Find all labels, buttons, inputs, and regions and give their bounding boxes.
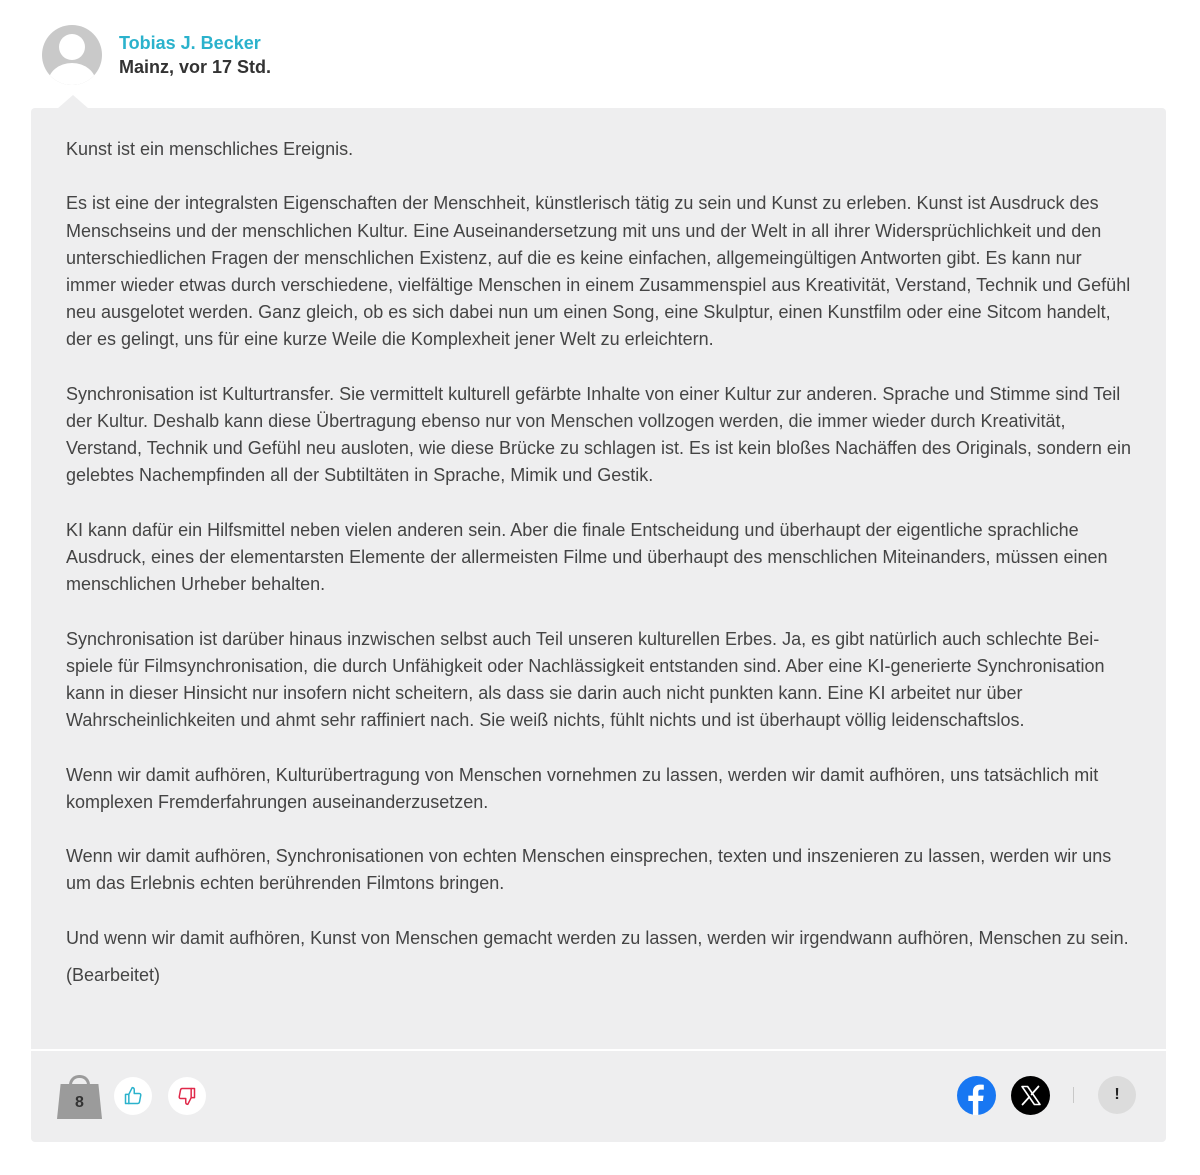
comment-paragraph: Synchronisation ist darüber hinaus inzwischen selbst auch Teil unseren kulturellen Erbes. Ja, es gibt natürlich auch schlechte Beispiele für Filmsynchronisation, die durch Unfähigkeit oder Nachlässigkeit entstanden sind. Aber eine KI-generierte Synchronisation kann in dieser Hinsicht nur insofern nicht scheitern, als dass sie darin auch nicht punkten kann. Eine KI arbeitet nur über Wahrscheinlichkeiten und ahmt sehr raffiniert nach. Sie weiß nichts, fühlt nichts und ist überhaupt völlig leidenschaftslos. [66, 628, 1105, 731]
comment-paragraph: Kunst ist ein menschliches Ereignis. [66, 139, 354, 159]
facebook-share-button[interactable] [957, 1076, 996, 1115]
comment-card [31, 108, 1166, 1142]
facebook-icon [957, 1076, 996, 1115]
footer-separator [1073, 1087, 1074, 1103]
comment-body [66, 136, 1131, 989]
upvote-button[interactable] [114, 1077, 152, 1115]
author-name-link[interactable]: Tobias J. Becker [119, 33, 261, 53]
edited-note: (Bearbeitet) [66, 964, 161, 985]
comment-paragraph: KI kann dafür ein Hilfsmittel neben vielen anderen sein. Aber die finale Entscheidung und überhaupt der eigentliche sprachliche Ausdruck, eines der elementarsten Elemente der allermeisten Filme und überhaupt des menschlichen Miteinanders, müssen einen menschlichen Urheber behalten. [66, 519, 1108, 595]
report-icon: ! [1114, 1086, 1120, 1103]
user-avatar-icon [42, 25, 102, 85]
comment-paragraph: Wenn wir damit aufhören, Synchronisationen von echten Menschen einsprechen, texten und inszenieren zu lassen, werden wir uns um das Erlebnis echten berührenden Filmtons bringen. [66, 846, 1112, 894]
thumbs-up-icon [123, 1086, 143, 1106]
comment-meta: Mainz, vor 17 Std. [119, 57, 272, 77]
comment-footer [31, 1051, 1166, 1142]
x-share-button[interactable] [1011, 1076, 1050, 1115]
x-icon [1011, 1076, 1050, 1115]
vote-score: 8 [75, 1094, 84, 1111]
report-button[interactable] [1098, 1076, 1136, 1114]
comment-paragraph: Synchronisation ist Kulturtransfer. Sie vermittelt kulturell gefärbte Inhalte von einer Kultur zur anderen. Sprache und Stimme sind Teil der Kultur. Deshalb kann diese Übertragung ebenso nur von Menschen vollzogen werden, die immer wieder durch Kreativität, Verstand, Technik und Gefühl neu ausloten, wie diese Brücke zu schlagen ist. Es ist kein bloßes Nachäffen des Originals, sondern ein gelebtes Nachempfinden all der Subtiltäten in Sprache, Mimik und Gestik. [66, 383, 1131, 486]
speech-bubble-pointer [57, 95, 89, 109]
weight-icon [57, 1075, 102, 1119]
downvote-button[interactable] [168, 1077, 206, 1115]
comment-paragraph: Es ist eine der integralsten Eigenschaften der Menschheit, künstlerisch tätig zu sein und Kunst zu erleben. Kunst ist Ausdruck des Menschseins und der menschlichen Kultur. Eine Auseinandersetzung mit uns und der Welt in all ihrer Widersprüchlichkeit und den unterschiedlichen Fragen der menschlichen Existenz, auf die es keine einfachen, allgemeingültigen Antworten gibt. Es kann nur immer wieder etwas durch verschiedene, vielfältige Menschen in einem Zusammenspiel aus Kreativität, Verstand, Technik und Gefühl neu ausgelotet werden. Ganz gleich, ob es sich dabei nun um einen Song, eine Skulptur, einen Kunstfilm oder eine Sitcom handelt, der es gelingt, uns für eine kurze Weile die Komplexheit jener Welt zu erleichtern. [66, 193, 1131, 350]
comment-paragraph: Und wenn wir damit aufhören, Kunst von Menschen gemacht werden zu lassen, werden wir irgendwann aufhören, Menschen zu sein. [66, 927, 1129, 948]
comment-paragraph: Wenn wir damit aufhören, Kulturübertragung von Menschen vornehmen zu lassen, werden wir damit aufhören, uns tatsächlich mit komplexen Fremderfahrungen auseinanderzusetzen. [66, 764, 1099, 812]
thumbs-down-icon [177, 1086, 197, 1106]
